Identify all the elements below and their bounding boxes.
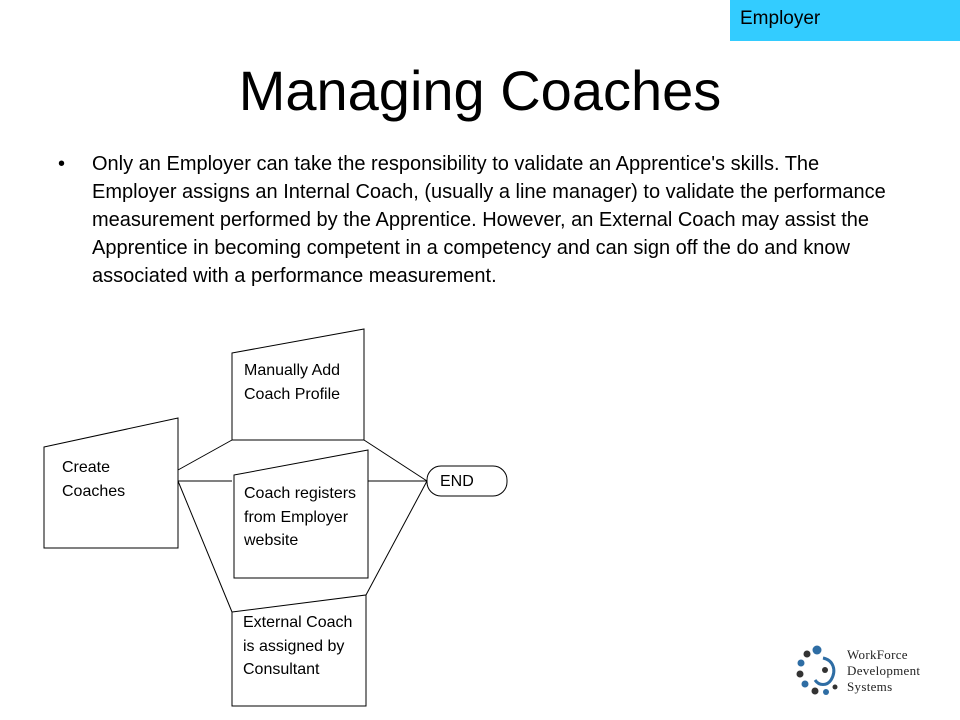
external-coach-label: External Coach is assigned by Consultant <box>243 614 353 678</box>
workforce-logo <box>795 640 955 700</box>
bullet-dot: • <box>58 153 66 175</box>
employer-tag: Employer <box>730 0 960 41</box>
logo-line-1: WorkForce <box>847 647 908 662</box>
connector-start-external <box>178 481 232 612</box>
connector-start-manual <box>178 440 232 470</box>
logo-line-3: Systems <box>847 679 893 694</box>
create-coaches-label: Create Coaches <box>62 459 126 500</box>
manual-add-label: Manually Add Coach Profile <box>244 362 341 403</box>
bullet-text: Only an Employer can take the responsibility to validate an Apprentice's skills. The Employer assigns an Internal Coach, (usually a line manager) to validate the performance measurement performed by the Apprentice. However, an External Coach may assist the Apprentice in becoming competent in a competency and can sign off the do and know associated with a performance measurement. <box>92 153 886 287</box>
connector-external-end <box>366 481 427 595</box>
logo-swirl-icon <box>795 640 847 700</box>
logo-line-2: Development <box>847 663 921 678</box>
end-label: END <box>440 473 474 490</box>
coach-registers-label: Coach registers from Employer website <box>244 485 357 549</box>
connector-manual-end <box>364 440 427 481</box>
page-title: Managing Coaches <box>238 59 722 122</box>
